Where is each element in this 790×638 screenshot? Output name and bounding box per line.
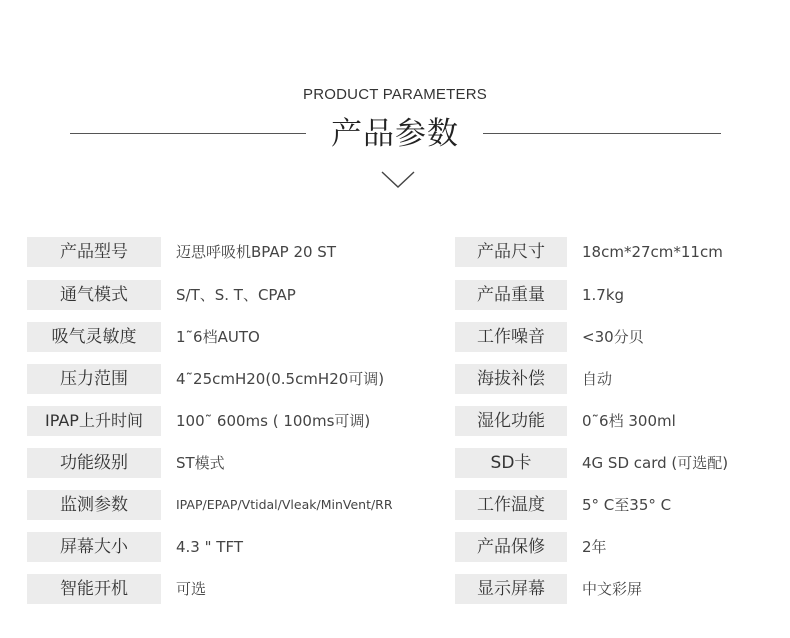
param-label: 屏幕大小: [27, 532, 161, 562]
param-value: 4˜25cmH20(0.5cmH20可调): [176, 370, 385, 388]
param-label: 海拔补偿: [455, 364, 567, 394]
param-value: S/T、S. T、CPAP: [176, 286, 296, 304]
section-title-en: PRODUCT PARAMETERS: [303, 86, 487, 103]
param-label: 压力范围: [27, 364, 161, 394]
param-value: 18cm*27cm*11cm: [582, 243, 723, 261]
param-value: 4G SD card (可选配): [582, 454, 729, 472]
param-label: IPAP上升时间: [27, 406, 161, 436]
param-label: SD卡: [455, 448, 567, 478]
param-label: 功能级别: [27, 448, 161, 478]
param-label: 产品型号: [27, 237, 161, 267]
param-value: 4.3 " TFT: [176, 538, 243, 556]
param-label: 工作噪音: [455, 322, 567, 352]
param-value: 可选: [176, 580, 207, 598]
chevron-down-icon: [380, 168, 416, 190]
param-value: 0˜6档 300ml: [582, 412, 676, 430]
param-value: IPAP/EPAP/Vtidal/Vleak/MinVent/RR: [176, 497, 393, 512]
param-label: 通气模式: [27, 280, 161, 310]
param-label: 产品尺寸: [455, 237, 567, 267]
divider-line-right: [483, 133, 721, 134]
section-title-cn: 产品参数: [331, 116, 459, 152]
param-value: 迈思呼吸机BPAP 20 ST: [176, 243, 336, 261]
param-value: 中文彩屏: [582, 580, 643, 598]
param-value: ST模式: [176, 454, 225, 472]
param-label: 产品保修: [455, 532, 567, 562]
param-label: 显示屏幕: [455, 574, 567, 604]
param-value: 1˜6档AUTO: [176, 328, 260, 346]
param-label: 吸气灵敏度: [27, 322, 161, 352]
param-label: 工作温度: [455, 490, 567, 520]
param-value: 5° C至35° C: [582, 496, 672, 514]
param-value: 自动: [582, 370, 613, 388]
param-value: 1.7kg: [582, 286, 625, 304]
param-label: 智能开机: [27, 574, 161, 604]
param-value: 2年: [582, 538, 607, 556]
param-value: 100˜ 600ms ( 100ms可调): [176, 412, 371, 430]
param-label: 湿化功能: [455, 406, 567, 436]
param-label: 监测参数: [27, 490, 161, 520]
param-label: 产品重量: [455, 280, 567, 310]
param-value: <30分贝: [582, 328, 644, 346]
